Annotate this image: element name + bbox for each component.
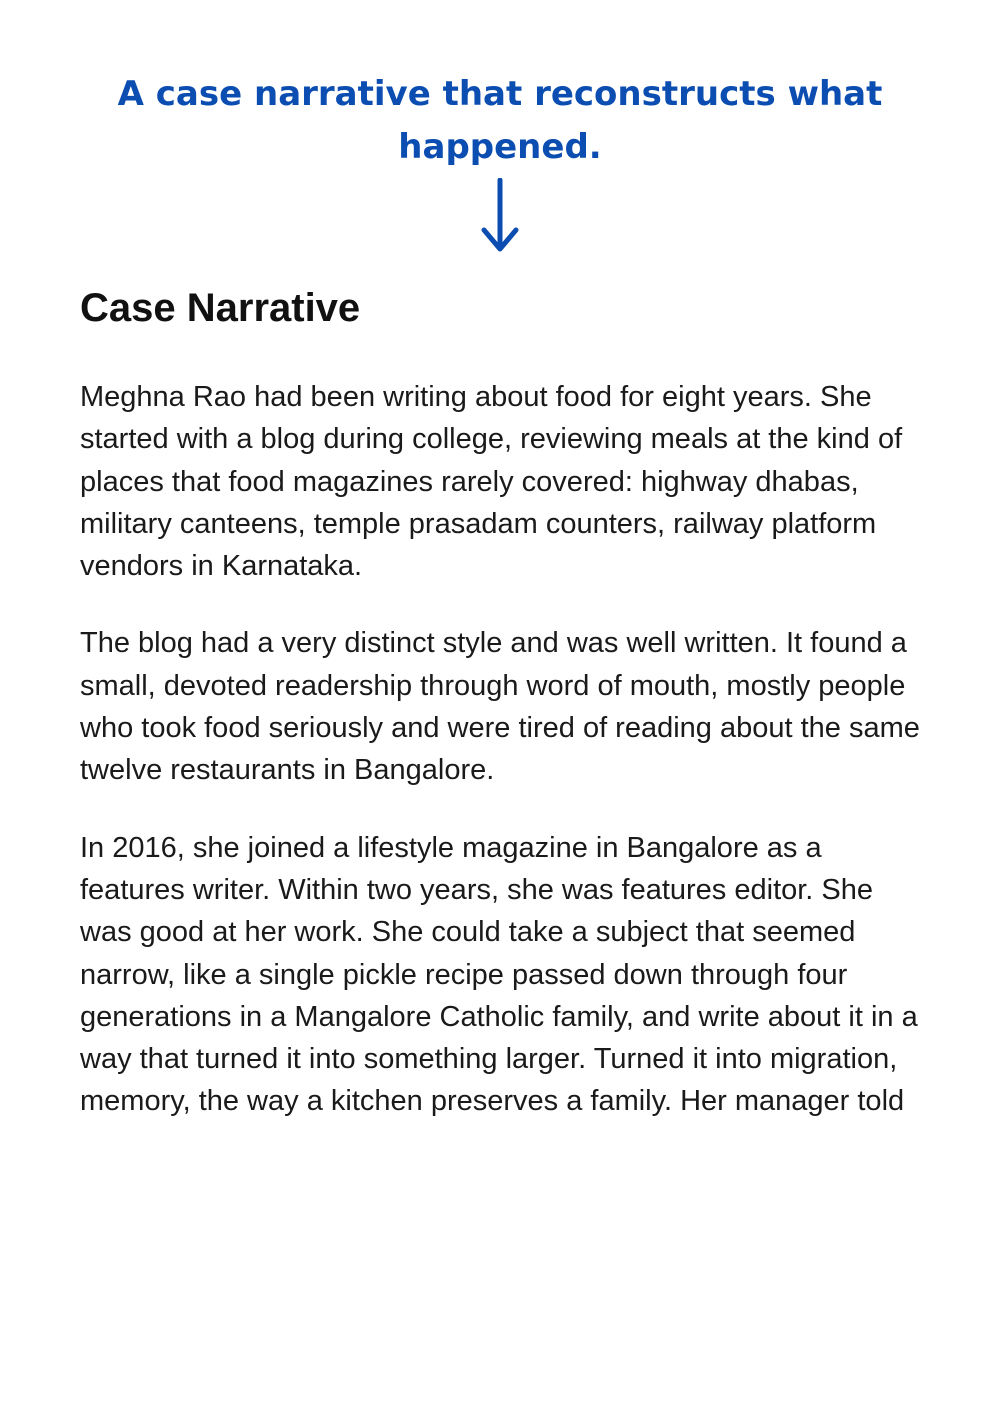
caption-text: A case narrative that reconstructs what happened. xyxy=(117,74,883,167)
document-title: Case Narrative xyxy=(80,286,361,330)
paragraph-1: Meghna Rao had been writing about food for eight years. She started with a blog during college, reviewing meals at the kind of places that food magazines rarely covered: highway dhabas, military canteens, temple prasadam counters, railway platform vendors in Karnataka. xyxy=(80,381,903,583)
paragraph-2: The blog had a very distinct style and was well written. It found a small, devoted readership through word of mouth, mostly people who took food seriously and were tired of reading about the same twelve restaurants in Bangalore. xyxy=(80,627,920,787)
document-body xyxy=(80,280,920,1123)
paragraph-3: In 2016, she joined a lifestyle magazine in Bangalore as a features writer. Within two years, she was features editor. She was good at her work. She could take a subject that seemed narrow, like a single pickle recipe passed down through four generations in a Mangalore Catholic family, and write about it in a way that turned it into something larger. Turned it into migration, memory, the way a kitchen preserves a family. Her manager told xyxy=(80,831,918,1118)
arrow-down-icon xyxy=(480,178,520,254)
